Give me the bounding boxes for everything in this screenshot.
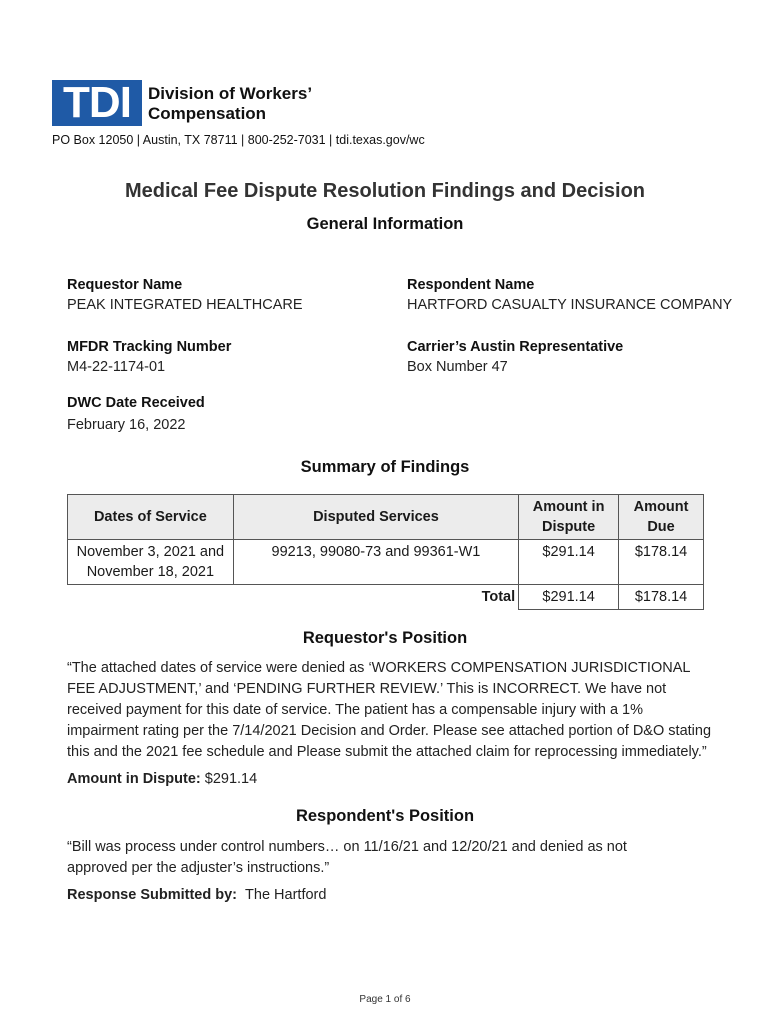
amount-due-cell: $178.14 (619, 540, 704, 585)
amount-in-dispute-line (67, 771, 257, 787)
division-name-line2: Compensation (148, 104, 267, 123)
dates-of-service-cell: November 3, 2021 and November 18, 2021 (68, 540, 234, 585)
document-title: Medical Fee Dispute Resolution Findings and Decision (124, 180, 646, 202)
response-submitted-line (67, 887, 326, 903)
division-name-line1: Division of Workers’ (148, 84, 313, 103)
column-header-amount-due: Amount Due (619, 495, 704, 540)
tdi-logo: TDI (52, 80, 142, 126)
column-header-services: Disputed Services (233, 495, 518, 540)
amount-in-dispute-label: Amount in Dispute: (67, 771, 201, 787)
total-amount-in-dispute: $291.14 (519, 585, 619, 610)
total-label: Total (233, 585, 518, 610)
summary-table-header (68, 495, 704, 540)
total-amount-due: $178.14 (619, 585, 704, 610)
requestor-position-text: “The attached dates of service were denied as ‘WORKERS COMPENSATION JURISDICTIONAL FEE ADJUSTMENT,’ and ‘PENDING FURTHER REVIEW.’ This is INCORRECT. We have not received payment for this date of service. The patient has a compensable injury with a 1% impairment rating per the 7/14/2021 Decision and Order. Please see attached portion of D&O stating this and the 2021 fee schedule and Please submit the attached claim for reprocessing immediately.” (67, 660, 712, 760)
response-submitted-value: The Hartford (245, 887, 327, 903)
requestor-name-label: Requestor Name (67, 277, 183, 293)
carrier-representative-value: Box Number 47 (407, 359, 508, 375)
requestor-position-heading: Requestor's Position (302, 629, 468, 647)
respondent-name-value: HARTFORD CASUALTY INSURANCE COMPANY (407, 297, 733, 313)
summary-table (67, 494, 704, 610)
carrier-representative-label: Carrier’s Austin Representative (407, 339, 624, 355)
respondent-position-text: “Bill was process under control numbers… on 11/16/21 and 12/20/21 and denied as not approved per the adjuster’s instructions.” (67, 839, 627, 876)
summary-heading: Summary of Findings (300, 458, 470, 476)
page-number: Page 1 of 6 (359, 994, 411, 1005)
total-spacer (68, 585, 234, 610)
contact-address: PO Box 12050 | Austin, TX 78711 | 800-252-7031 | tdi.texas.gov/wc (52, 133, 425, 147)
general-information-heading: General Information (306, 215, 464, 233)
disputed-services-cell: 99213, 99080-73 and 99361-W1 (233, 540, 518, 585)
tracking-number-label: MFDR Tracking Number (67, 339, 232, 355)
amount-in-dispute-cell: $291.14 (519, 540, 619, 585)
column-header-dates: Dates of Service (68, 495, 234, 540)
amount-in-dispute-value: $291.14 (204, 771, 258, 787)
respondent-position-heading: Respondent's Position (295, 807, 475, 825)
column-header-amount-in-dispute: Amount in Dispute (519, 495, 619, 540)
division-name (148, 84, 312, 124)
response-submitted-label: Response Submitted by: (67, 887, 237, 903)
tracking-number-value: M4-22-1174-01 (67, 359, 166, 375)
table-row (68, 540, 704, 585)
date-received-label: DWC Date Received (67, 395, 205, 411)
respondent-name-label: Respondent Name (407, 277, 535, 293)
date-received-value: February 16, 2022 (67, 417, 186, 433)
requestor-name-value: PEAK INTEGRATED HEALTHCARE (67, 297, 303, 313)
total-row (68, 585, 704, 610)
